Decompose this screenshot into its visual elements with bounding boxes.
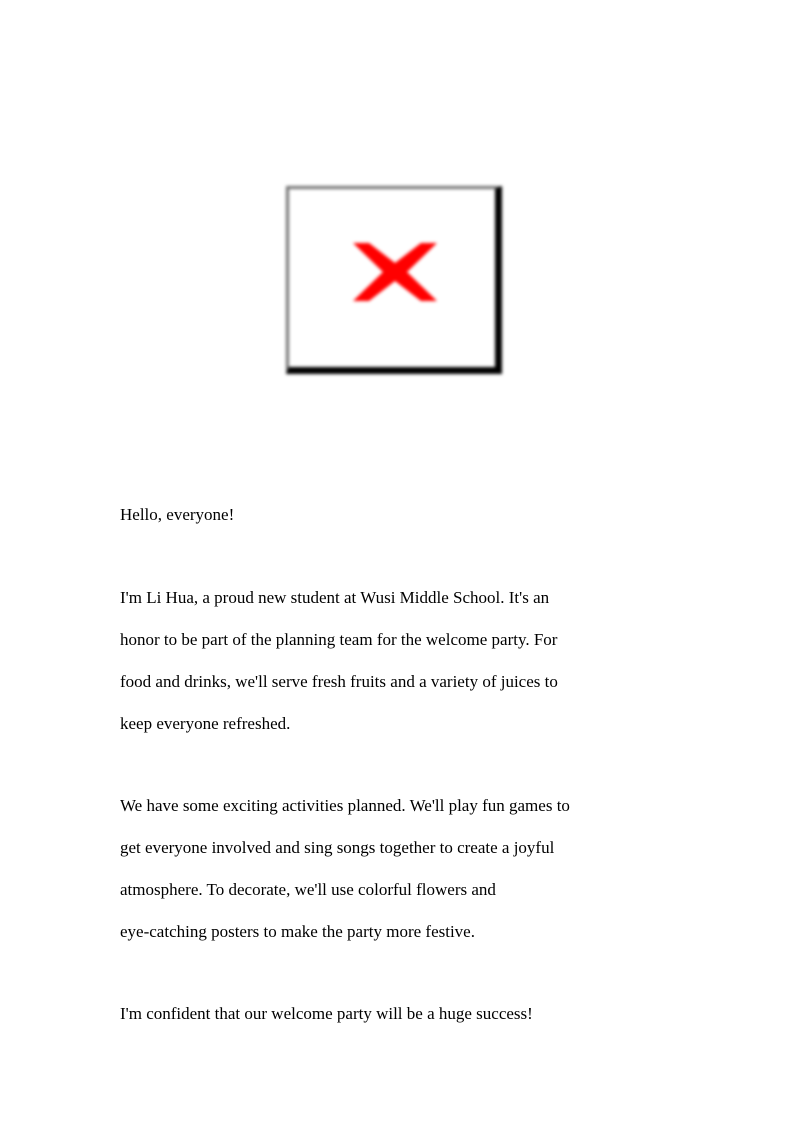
paragraph-line: keep everyone refreshed. — [120, 714, 291, 733]
broken-image-icon — [286, 186, 502, 374]
greeting-text — [120, 494, 680, 536]
paragraph-line: eye-catching posters to make the party more festive. — [120, 922, 475, 941]
paragraph-food-drinks — [120, 577, 680, 745]
red-x-icon — [345, 239, 445, 305]
paragraph-line: I'm Li Hua, a proud new student at Wusi Middle School. It's an — [120, 588, 550, 607]
closing-line: I'm confident that our welcome party will be a huge success! — [120, 1004, 533, 1023]
paragraph-line: We have some exciting activities planned. We'll play fun games to — [120, 796, 570, 815]
paragraph-activities — [120, 785, 680, 953]
paragraph-line: get everyone involved and sing songs together to create a joyful — [120, 838, 555, 857]
greeting-line: Hello, everyone! — [120, 505, 235, 524]
paragraph-line: honor to be part of the planning team for the welcome party. For — [120, 630, 558, 649]
paragraph-line: atmosphere. To decorate, we'll use colorful flowers and — [120, 880, 496, 899]
closing-text — [120, 993, 680, 1035]
paragraph-line: food and drinks, we'll serve fresh fruits and a variety of juices to — [120, 672, 558, 691]
